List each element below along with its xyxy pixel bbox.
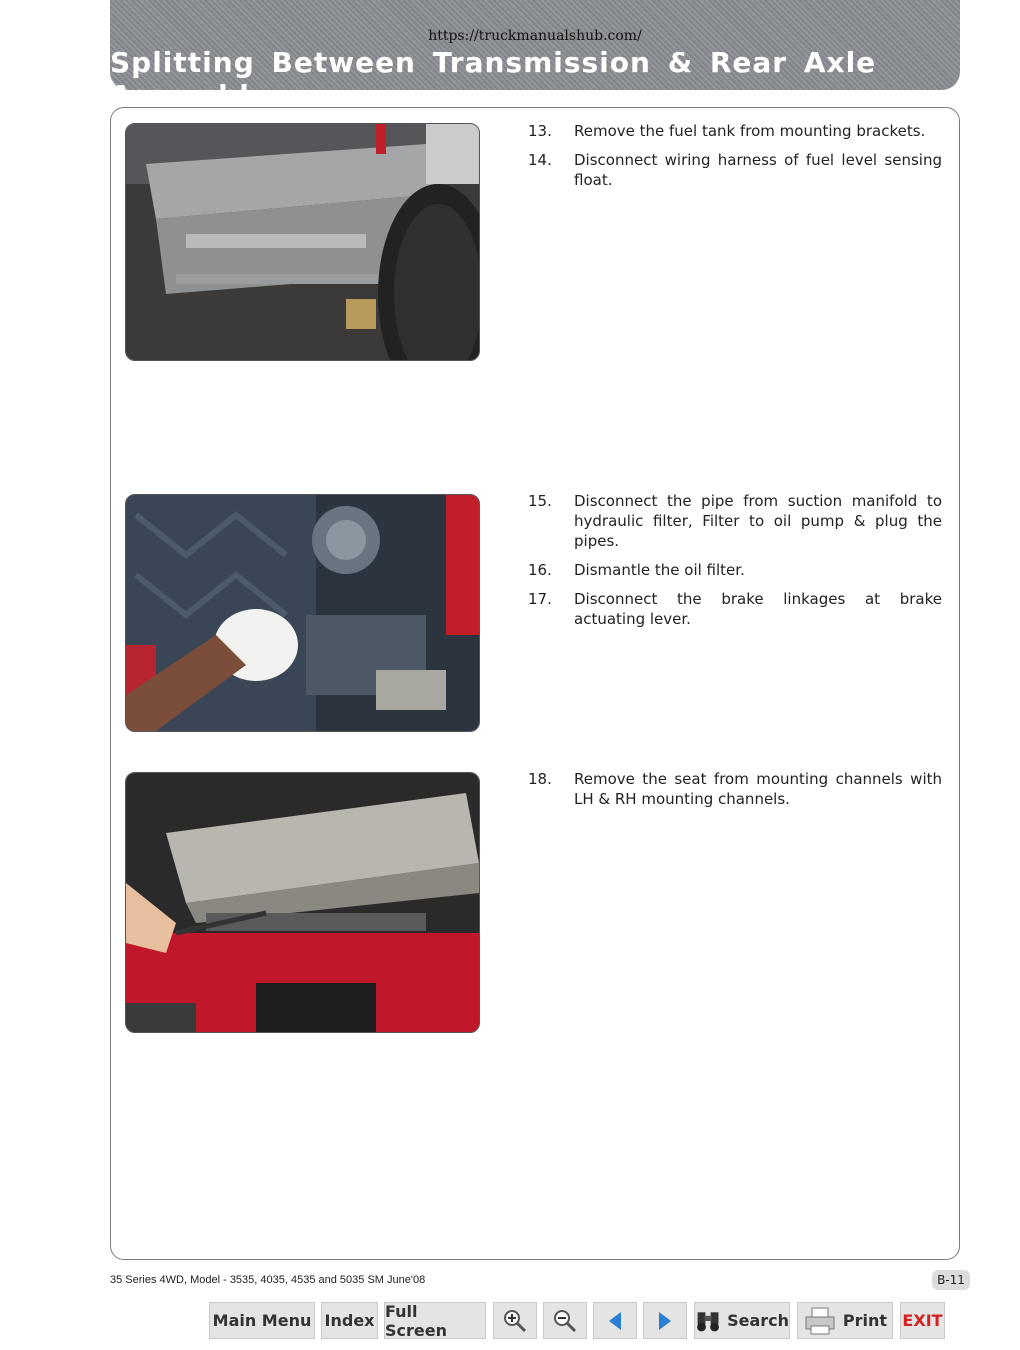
photo-oil-filter <box>125 494 480 732</box>
full-screen-button[interactable] <box>384 1302 486 1339</box>
search-button[interactable] <box>694 1302 790 1339</box>
step-number: 15. <box>528 492 552 510</box>
page-title: Splitting Between Transmission & Rear Axle Assembly <box>110 46 877 112</box>
page-number-badge: B-11 <box>932 1270 970 1290</box>
step-item <box>528 589 942 629</box>
previous-page-icon <box>605 1310 625 1332</box>
binoculars-icon <box>695 1307 721 1335</box>
step-text: Remove the fuel tank from mounting brackets. <box>574 122 926 140</box>
main-menu-button[interactable] <box>209 1302 315 1339</box>
step-text: Dismantle the oil filter. <box>574 561 745 579</box>
step-number: 14. <box>528 151 552 169</box>
index-button[interactable] <box>321 1302 378 1339</box>
step-number: 13. <box>528 122 552 140</box>
main-menu-label: Main Menu <box>212 1311 312 1330</box>
zoom-out-button[interactable] <box>543 1302 587 1339</box>
steps-group-2 <box>528 491 942 638</box>
exit-button[interactable] <box>900 1302 945 1339</box>
previous-page-button[interactable] <box>593 1302 637 1339</box>
zoom-out-icon <box>552 1308 578 1334</box>
steps-group-1 <box>528 121 942 199</box>
step-text: Disconnect wiring harness of fuel level sensing float. <box>574 151 942 189</box>
page-header <box>110 0 960 112</box>
step-number: 18. <box>528 770 552 788</box>
next-page-button[interactable] <box>643 1302 687 1339</box>
exit-label: EXIT <box>902 1311 943 1330</box>
step-item <box>528 560 942 580</box>
step-text: Disconnect the pipe from suction manifold to hydraulic filter, Filter to oil pump & plug the pipes. <box>574 492 942 550</box>
step-text: Disconnect the brake linkages at brake actuating lever. <box>574 590 942 628</box>
next-page-icon <box>655 1310 675 1332</box>
print-button[interactable] <box>797 1302 893 1339</box>
header-url[interactable]: https://truckmanualshub.com/ <box>428 28 642 44</box>
search-label: Search <box>727 1311 789 1330</box>
step-number: 16. <box>528 561 552 579</box>
step-item <box>528 491 942 551</box>
steps-group-3 <box>528 769 942 818</box>
step-text: Remove the seat from mounting channels with LH & RH mounting channels. <box>574 770 942 808</box>
photo-seat-channels <box>125 772 480 1033</box>
step-item <box>528 150 942 190</box>
zoom-in-icon <box>502 1308 528 1334</box>
photo-fuel-tank <box>125 123 480 361</box>
step-item <box>528 121 942 141</box>
print-label: Print <box>842 1311 888 1330</box>
document-info: 35 Series 4WD, Model - 3535, 4035, 4535 and 5035 SM June'08 <box>110 1274 426 1286</box>
zoom-in-button[interactable] <box>493 1302 537 1339</box>
step-number: 17. <box>528 590 552 608</box>
step-item <box>528 769 942 809</box>
printer-icon <box>803 1306 837 1336</box>
index-label: Index <box>324 1311 375 1330</box>
full-screen-label: Full Screen <box>385 1301 447 1340</box>
